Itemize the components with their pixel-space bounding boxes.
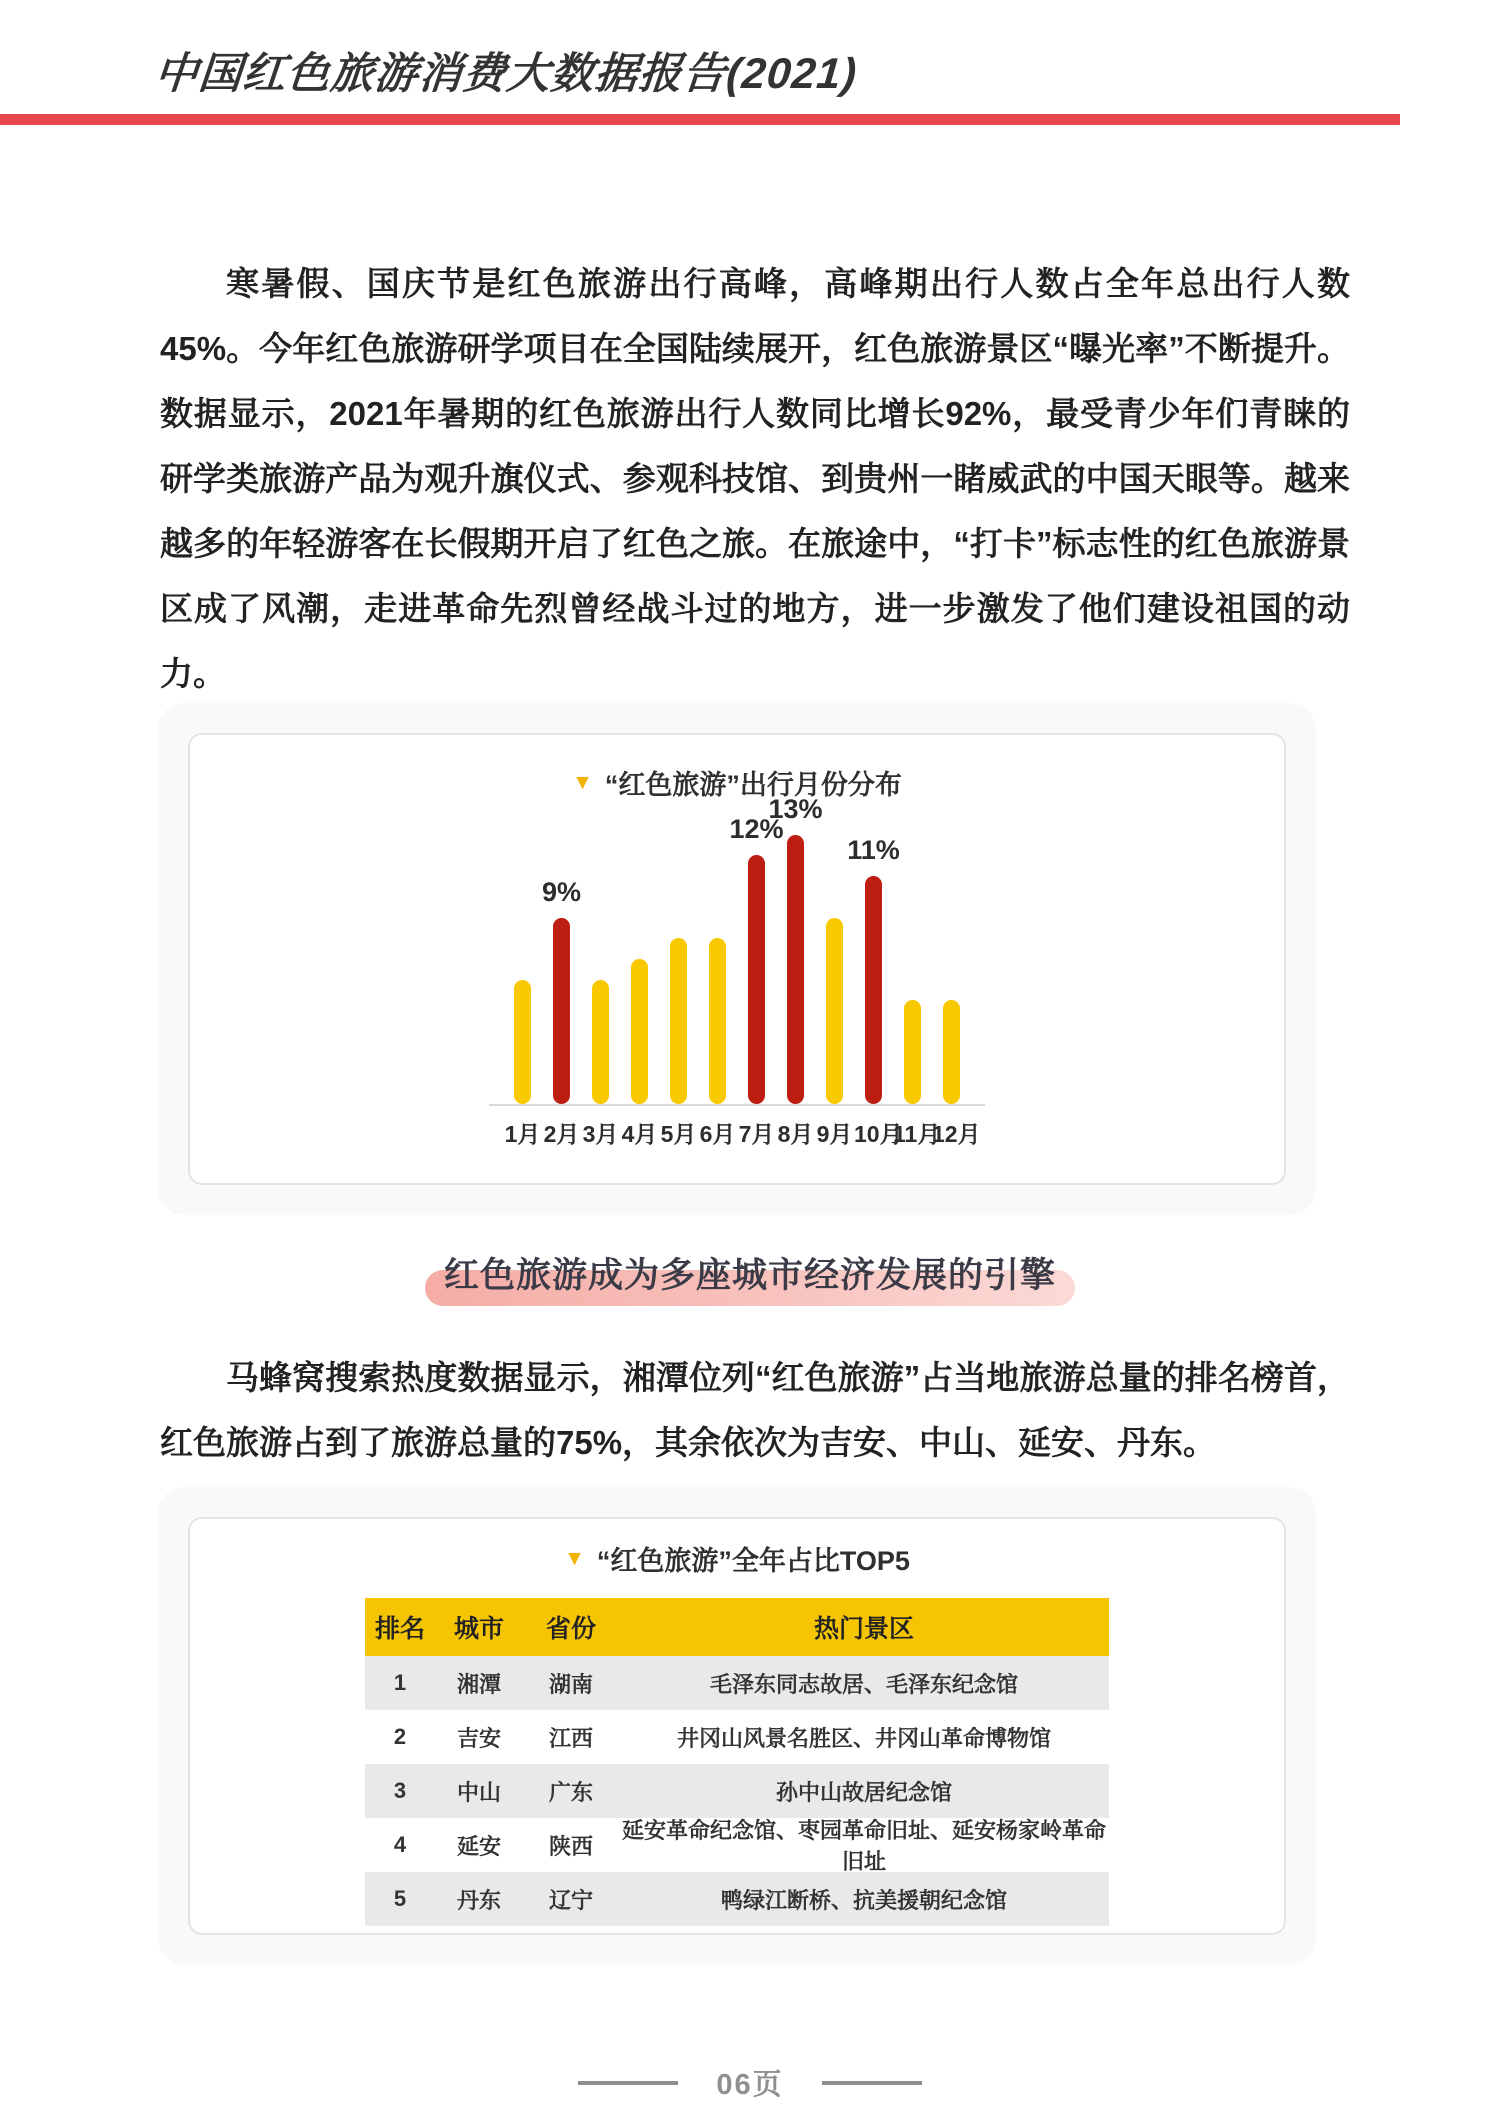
- table-cell: 延安: [456, 1833, 501, 1859]
- table-cell: 3: [393, 1778, 407, 1803]
- bar-4月: [631, 959, 648, 1104]
- table-cell: 井冈山风景名胜区、井冈山革命博物馆: [676, 1725, 1051, 1751]
- month-label-7月: 7月: [738, 1121, 775, 1147]
- bar-slot-3月: [581, 814, 620, 1104]
- month-label-11月: 11月: [893, 1121, 941, 1147]
- paragraph-mafengwo-ranking: 马蜂窝搜索热度数据显示，湘潭位列“红色旅游”占当地旅游总量的排名榜首，红色旅游占到了旅游总量的75%，其余依次为吉安、中山、延安、丹东。: [160, 1359, 1350, 1461]
- bar-value-label-2月: 9%: [541, 877, 582, 907]
- table-row-1: [365, 1656, 1109, 1710]
- table-title-row: [190, 1539, 1284, 1578]
- bar-11月: [904, 1000, 921, 1104]
- table-header-cell-2: 省份: [545, 1615, 596, 1643]
- month-label-5月: 5月: [660, 1121, 697, 1147]
- bar-slot-12月: [932, 814, 971, 1104]
- bar-8月: [787, 835, 804, 1104]
- rank-table: [365, 1598, 1109, 1926]
- top5-table-card-inner: [188, 1517, 1286, 1935]
- bar-slot-7月: [729, 814, 784, 1104]
- table-body: [365, 1656, 1109, 1926]
- table-header-cell-0: 排名: [374, 1615, 425, 1643]
- bar-slot-6月: [698, 814, 737, 1104]
- triangle-down-icon: ▼: [572, 771, 593, 794]
- table-cell: 湖南: [548, 1671, 593, 1697]
- bar-slot-1月: [503, 814, 542, 1104]
- bar-2月: [553, 918, 570, 1104]
- month-label-6月: 6月: [699, 1121, 736, 1147]
- table-cell: 广东: [548, 1779, 593, 1805]
- table-cell: 辽宁: [548, 1887, 593, 1913]
- paragraph-travel-peak: 寒暑假、国庆节是红色旅游出行高峰，高峰期出行人数占全年总出行人数45%。今年红色旅游研学项目在全国陆续展开，红色旅游景区“曝光率”不断提升。数据显示，2021年暑期的红色旅游出行人数同比增长92%，最受青少年们青睐的研学类旅游产品为观升旗仪式、参观科技馆、到贵州一睹威武的中国天眼等。越来越多的年轻游客在长假期开启了红色之旅。在旅途中，“打卡”标志性的红色旅游景区成了风潮，走进革命先烈曾经战斗过的地方，进一步激发了他们建设祖国的动力。: [160, 265, 1350, 692]
- table-cell: 延安革命纪念馆、枣园革命旧址、延安杨家岭革命旧址: [621, 1818, 1106, 1874]
- table-cell: 5: [393, 1886, 407, 1911]
- triangle-down-icon: ▼: [564, 1547, 585, 1570]
- monthly-distribution-card: [158, 703, 1316, 1215]
- bar-slot-4月: [620, 814, 659, 1104]
- bar-6月: [709, 938, 726, 1104]
- monthly-bar-chart: [190, 794, 1284, 1149]
- table-header-row: [365, 1598, 1109, 1656]
- bar-slot-5月: [659, 814, 698, 1104]
- table-cell: 2: [393, 1724, 407, 1749]
- month-label-4月: 4月: [621, 1121, 658, 1147]
- table-cell: 湘潭: [456, 1671, 501, 1697]
- bar-value-label-7月: 12%: [729, 814, 784, 844]
- table-cell: 丹东: [456, 1887, 501, 1913]
- bar-slot-2月: [542, 814, 581, 1104]
- header-divider-line: [0, 114, 1400, 125]
- bar-3月: [592, 980, 609, 1104]
- section-heading: [0, 1248, 1500, 1298]
- months-row: [503, 1116, 981, 1149]
- bar-1月: [514, 980, 531, 1104]
- table-header-cell-1: 城市: [453, 1615, 504, 1643]
- month-label-10月: 10月: [854, 1121, 903, 1147]
- month-label-2月: 2月: [543, 1121, 580, 1147]
- bars-row: [503, 794, 971, 1104]
- bar-10月: [865, 876, 882, 1104]
- month-label-3月: 3月: [582, 1121, 619, 1147]
- top5-table-card: [158, 1487, 1316, 1965]
- table-row-2: [365, 1710, 1109, 1764]
- chart-title: “红色旅游”出行月份分布: [604, 770, 902, 800]
- table-cell: 江西: [548, 1725, 593, 1751]
- footer-left-dash: [578, 2081, 678, 2085]
- section-heading-text: 红色旅游成为多座城市经济发展的引擎: [443, 1256, 1056, 1295]
- chart-title-row: [190, 763, 1284, 802]
- month-label-1月: 1月: [504, 1121, 541, 1147]
- table-row-3: [365, 1764, 1109, 1818]
- bar-12月: [943, 1000, 960, 1104]
- bar-slot-10月: [847, 814, 900, 1104]
- bar-slot-8月: [768, 794, 823, 1104]
- month-label-9月: 9月: [816, 1121, 853, 1147]
- table-cell: 中山: [456, 1779, 501, 1805]
- table-cell: 吉安: [456, 1725, 501, 1751]
- table-row-4: [365, 1818, 1109, 1872]
- table-cell: 孙中山故居纪念馆: [775, 1779, 952, 1805]
- chart-baseline: [489, 1104, 985, 1106]
- table-cell: 4: [393, 1832, 407, 1857]
- bar-slot-11月: [893, 814, 932, 1104]
- table-cell: 毛泽东同志故居、毛泽东纪念馆: [709, 1671, 1018, 1697]
- page-footer: [0, 2062, 1500, 2103]
- bar-value-label-10月: 11%: [847, 835, 900, 865]
- monthly-distribution-card-inner: [188, 733, 1286, 1185]
- bar-5月: [670, 938, 687, 1104]
- footer-right-dash: [822, 2081, 922, 2085]
- bar-value-label-8月: 13%: [768, 794, 823, 824]
- month-label-8月: 8月: [777, 1121, 814, 1147]
- month-label-12月: 12月: [932, 1121, 981, 1147]
- table-title: “红色旅游”全年占比TOP5: [596, 1546, 910, 1576]
- bar-9月: [826, 918, 843, 1104]
- table-cell: 1: [393, 1670, 407, 1695]
- table-cell: 鸭绿江断桥、抗美援朝纪念馆: [720, 1887, 1007, 1913]
- page-number: 06页: [716, 2069, 784, 2101]
- bar-7月: [748, 855, 765, 1104]
- table-row-5: [365, 1872, 1109, 1926]
- page-title: 中国红色旅游消费大数据报告(2021): [152, 50, 860, 98]
- table-cell: 陕西: [548, 1833, 593, 1859]
- table-header-cell-3: 热门景区: [813, 1615, 914, 1643]
